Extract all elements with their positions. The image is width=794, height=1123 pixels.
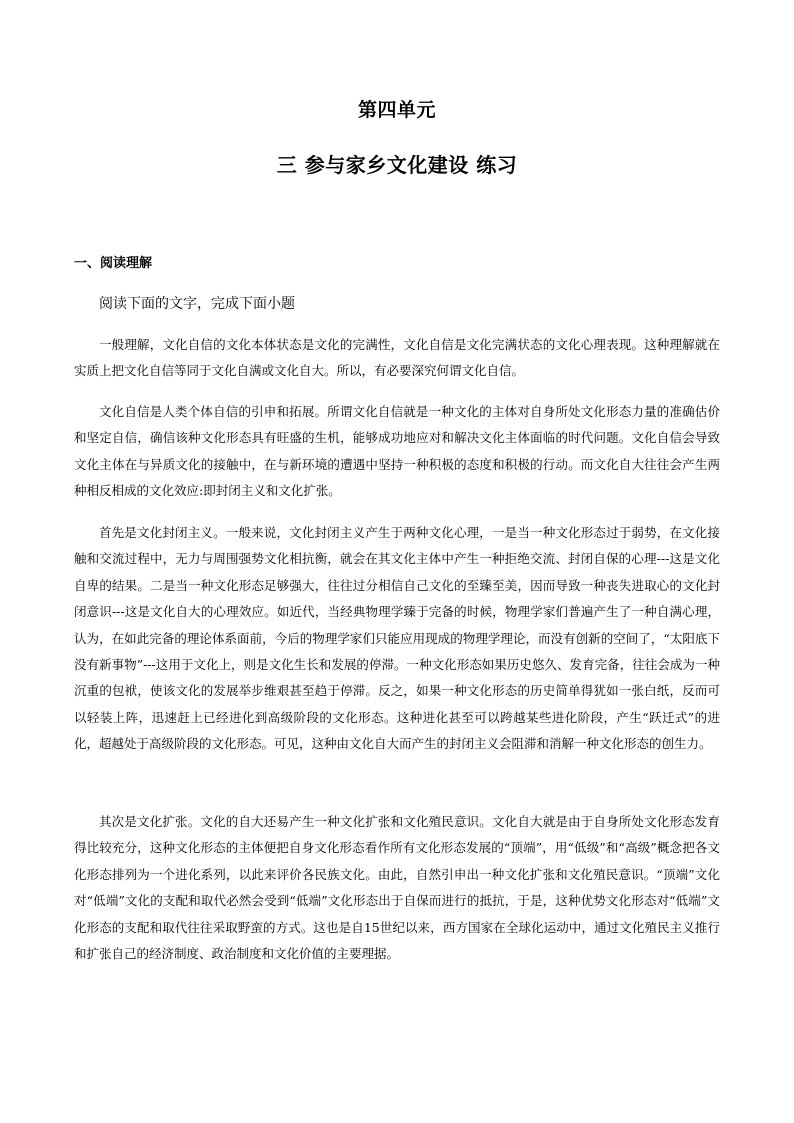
lesson-title: 三 参与家乡文化建设 练习 xyxy=(276,153,518,177)
passage-paragraph-4: 其次是文化扩张。文化的自大还易产生一种文化扩张和文化殖民意识。文化自大就是由于自身所处文化形态发育得比较充分，这种文化形态的主体便把自身文化形态看作所有文化形态发展的“顶端”，用“低级”和“高级”概念把各文化形态排列为一个进化系列，以此来评价各民族文化。由此，自然引申出一种文化扩张和文化殖民意识。“顶端”文化对“低端”文化的支配和取代必然会受到“低端”文化形态出于自保而进行的抵抗，于是，这种优势文化形态对“低端”文化形态的支配和取代往往采取野蛮的方式。这也是自15世纪以来，西方国家在全球化运动中，通过文化殖民主义推行和扩张自己的经济制度、政治制度和文化价值的主要理据。 xyxy=(74,814,720,962)
passage-paragraph-2: 文化自信是人类个体自信的引申和拓展。所谓文化自信就是一种文化的主体对自身所处文化形态力量的准确估价和坚定自信，确信该种文化形态具有旺盛的生机，能够成功地应对和解决文化主体面临的时代问题。文化自信会导致文化主体在与异质文化的接触中，在与新环境的遭遇中坚持一种积极的态度和积极的行动。而文化自大往往会产生两种相反相成的文化效应:即封闭主义和文化扩张。 xyxy=(74,404,720,499)
passage-paragraph-3: 首先是文化封闭主义。一般来说，文化封闭主义产生于两种文化心理，一是当一种文化形态过于弱势，在文化接触和交流过程中，无力与周围强势文化相抗衡，就会在其文化主体中产生一种拒绝交流、封闭自保的心理---这是文化自卑的结果。二是当一种文化形态足够强大，往往过分相信自己文化的至臻至美，因而导致一种丧失进取心的文化封闭意识---这是文化自大的心理效应。如近代，当经典物理学臻于完备的时候，物理学家们普遍产生了一种自满心理，认为，在如此完备的理论体系面前，今后的物理学家们只能应用现成的物理学理论，而没有创新的空间了，“太阳底下没有新事物”---这用于文化上，则是文化生长和发展的停滞。一种文化形态如果历史悠久、发育完备，往往会成为一种沉重的包袱，使该文化的发展举步维艰甚至趋于停滞。反之，如果一种文化形态的历史简单得犹如一张白纸，反而可以轻装上阵，迅速赶上已经进化到高级阶段的文化形态。这种进化甚至可以跨越某些进化阶段，产生“跃迁式”的进化，超越处于高级阶段的文化形态。可见，这种由文化自大而产生的封闭主义会阻滞和消解一种文化形态的创生力。 xyxy=(74,525,720,752)
passage-paragraph-1: 一般理解，文化自信的文化本体状态是文化的完满性，文化自信是文化完满状态的文化心理表现。这种理解就在实质上把文化自信等同于文化自满或文化自大。所以，有必要深究何谓文化自信。 xyxy=(74,337,720,379)
reading-instruction: 阅读下面的文字，完成下面小题 xyxy=(99,296,295,312)
section-heading: 一、阅读理解 xyxy=(74,256,153,271)
unit-title: 第四单元 xyxy=(357,99,436,121)
